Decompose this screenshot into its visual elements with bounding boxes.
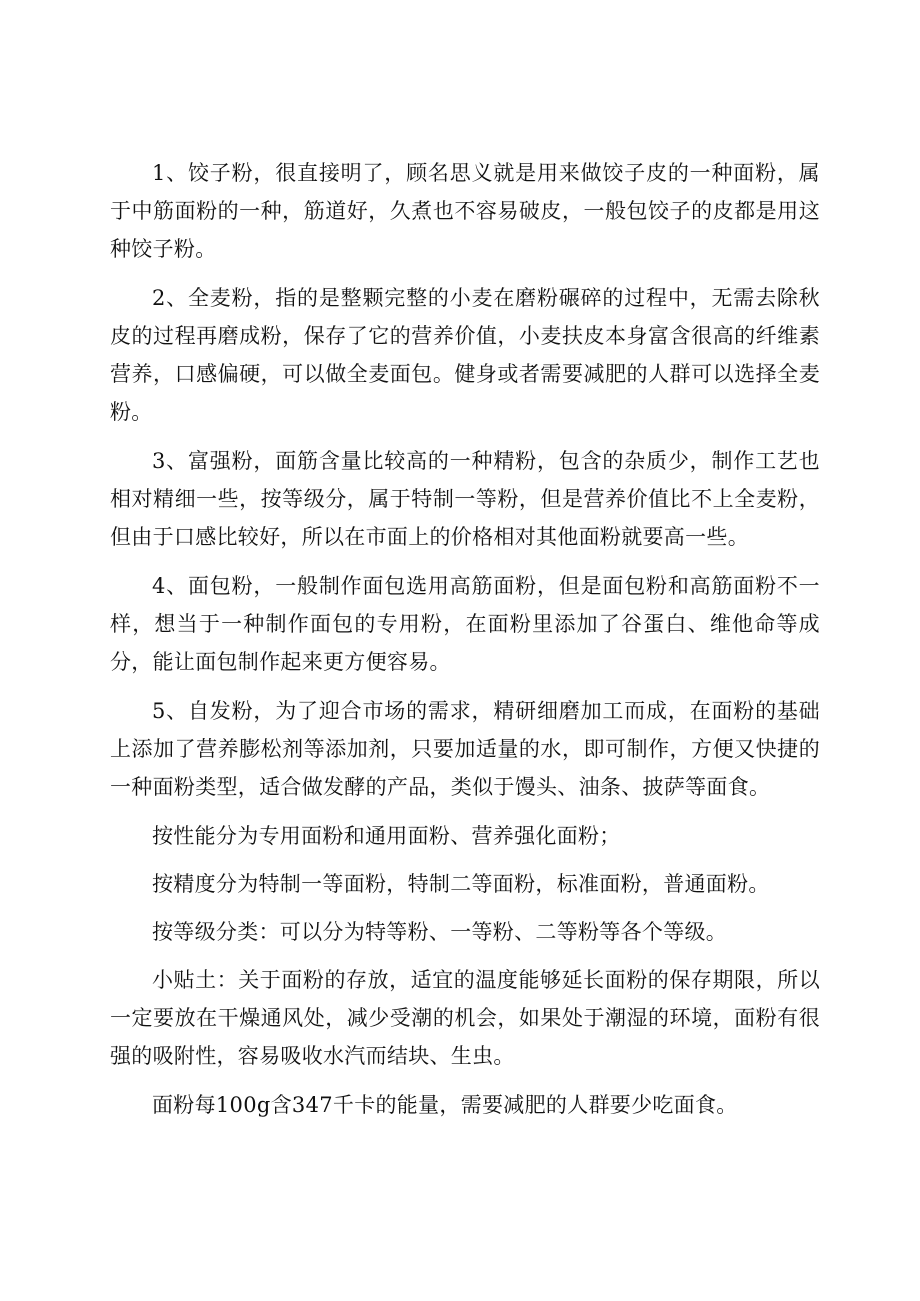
paragraph-calories: 面粉每100g含347千卡的能量，需要减肥的人群要少吃面食。 — [152, 1093, 738, 1117]
paragraph-self-rising-flour: 5、自发粉，为了迎合市场的需求，精研细磨加工而成，在面粉的基础上添加了营养膨松剂等添加剂，只要加适量的水，即可制作，方便又快捷的一种面粉类型，适合做发酵的产品，类似于馒头、油条、披萨等面食。 — [110, 699, 820, 799]
paragraph-by-precision: 按精度分为特制一等面粉，特制二等面粉，标准面粉，普通面粉。 — [152, 872, 770, 896]
paragraph-by-performance: 按性能分为专用面粉和通用面粉、营养强化面粉； — [152, 824, 621, 848]
paragraph-storage-tip: 小贴土：关于面粉的存放，适宜的温度能够延长面粉的保存期限，所以一定要放在干燥通风处，减少受潮的机会，如果处于潮湿的环境，面粉有很强的吸附性，容易吸收水汽而结块、生虫。 — [110, 968, 820, 1068]
paragraph-by-grade: 按等级分类：可以分为特等粉、一等粉、二等粉等各个等级。 — [152, 920, 728, 944]
paragraph-whole-wheat-flour: 2、全麦粉，指的是整颗完整的小麦在磨粉碾碎的过程中，无需去除秋皮的过程再磨成粉，保存了它的营养价值，小麦扶皮本身富含很高的纤维素营养，口感偏硬，可以做全麦面包。健身或者需要减肥的人群可以选择全麦粉。 — [110, 286, 820, 424]
paragraph-dumpling-flour: 1、饺子粉，很直接明了，顾名思义就是用来做饺子皮的一种面粉，属于中筋面粉的一种，筋道好，久煮也不容易破皮，一般包饺子的皮都是用这种饺子粉。 — [110, 161, 820, 261]
paragraph-bread-flour: 4、面包粉，一般制作面包选用高筋面粉，但是面包粉和高筋面粉不一样，想当于一种制作面包的专用粉，在面粉里添加了谷蛋白、维他命等成分，能让面包制作起来更方便容易。 — [110, 574, 820, 674]
paragraph-fortified-flour: 3、富强粉，面筋含量比较高的一种精粉，包含的杂质少，制作工艺也相对精细一些，按等级分，属于特制一等粉，但是营养价值比不上全麦粉，但由于口感比较好，所以在市面上的价格相对其他面粉就要高一些。 — [110, 449, 820, 549]
document-body — [110, 154, 820, 1135]
